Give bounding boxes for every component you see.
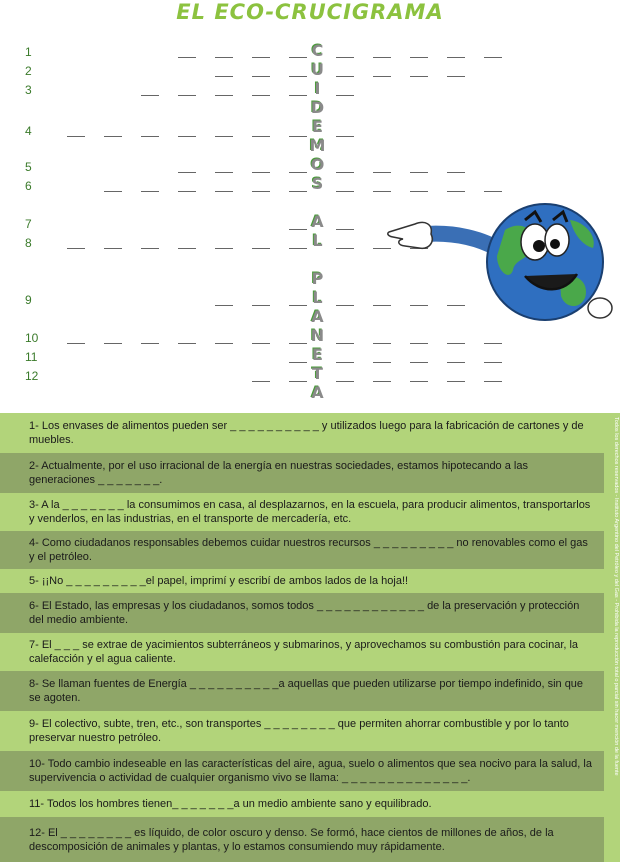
letter-blank[interactable] — [289, 381, 307, 382]
clue-item: 8- Se llaman fuentes de Energía _ _ _ _ _ _ _ _ _ _a aquellas que pueden utilizarse por tiempo indefinido, sin que se agoten. — [0, 671, 604, 711]
clue-list — [0, 413, 604, 862]
letter-blank[interactable] — [141, 95, 159, 96]
vertical-word-letter: A — [311, 212, 324, 231]
letter-blank[interactable] — [447, 381, 465, 382]
letter-blank[interactable] — [178, 172, 196, 173]
vertical-word-letter: T — [312, 364, 323, 383]
row-number: 9 — [25, 293, 32, 307]
clue-item: 5- ¡¡No _ _ _ _ _ _ _ _ _el papel, imprimí y escribí de ambos lados de la hoja!! — [0, 569, 604, 593]
letter-blank[interactable] — [373, 57, 391, 58]
letter-blank[interactable] — [289, 343, 307, 344]
row-number: 5 — [25, 160, 32, 174]
letter-blank[interactable] — [289, 362, 307, 363]
letter-blank[interactable] — [484, 343, 502, 344]
letter-blank[interactable] — [336, 57, 354, 58]
letter-blank[interactable] — [104, 248, 122, 249]
letter-blank[interactable] — [336, 381, 354, 382]
letter-blank[interactable] — [336, 229, 354, 230]
letter-blank[interactable] — [373, 76, 391, 77]
vertical-word-letter: L — [312, 288, 323, 307]
letter-blank[interactable] — [215, 136, 233, 137]
vertical-word-letter: C — [311, 41, 324, 60]
vertical-word-letter: P — [311, 269, 324, 288]
letter-blank[interactable] — [336, 172, 354, 173]
letter-blank[interactable] — [410, 381, 428, 382]
letter-blank[interactable] — [410, 172, 428, 173]
letter-blank[interactable] — [215, 95, 233, 96]
clue-item: 3- A la _ _ _ _ _ _ _ la consumimos en casa, al desplazarnos, en la escuela, para producir alimentos, transportarlos y venderlos, en las industrias, en el transporte de mercadería, etc. — [0, 493, 604, 531]
letter-blank[interactable] — [215, 343, 233, 344]
letter-blank[interactable] — [252, 381, 270, 382]
letter-blank[interactable] — [215, 305, 233, 306]
letter-blank[interactable] — [215, 57, 233, 58]
row-number: 7 — [25, 217, 32, 231]
letter-blank[interactable] — [336, 95, 354, 96]
letter-blank[interactable] — [447, 362, 465, 363]
vertical-word-letter: E — [312, 345, 323, 364]
copyright-sidebar — [604, 413, 620, 862]
letter-blank[interactable] — [484, 362, 502, 363]
letter-blank[interactable] — [336, 248, 354, 249]
letter-blank[interactable] — [141, 136, 159, 137]
row-number: 3 — [25, 83, 32, 97]
letter-blank[interactable] — [141, 191, 159, 192]
letter-blank[interactable] — [67, 136, 85, 137]
vertical-word-letter: I — [314, 79, 321, 98]
letter-blank[interactable] — [252, 172, 270, 173]
clue-item: 1- Los envases de alimentos pueden ser _ _ _ _ _ _ _ _ _ _ y utilizados luego para la fabricación de cartones y de muebles. — [0, 413, 604, 453]
letter-blank[interactable] — [252, 305, 270, 306]
letter-blank[interactable] — [252, 76, 270, 77]
letter-blank[interactable] — [252, 343, 270, 344]
vertical-word-letter: A — [311, 307, 324, 326]
letter-blank[interactable] — [104, 136, 122, 137]
letter-blank[interactable] — [178, 248, 196, 249]
letter-blank[interactable] — [289, 305, 307, 306]
row-number: 6 — [25, 179, 32, 193]
letter-blank[interactable] — [410, 362, 428, 363]
row-number: 12 — [25, 369, 39, 383]
globe-mascot-illustration — [385, 190, 615, 330]
clue-item: 11- Todos los hombres tienen_ _ _ _ _ _ _a un medio ambiente sano y equilibrado. — [0, 791, 604, 817]
letter-blank[interactable] — [178, 95, 196, 96]
row-number: 10 — [25, 331, 39, 345]
letter-blank[interactable] — [373, 172, 391, 173]
letter-blank[interactable] — [447, 57, 465, 58]
letter-blank[interactable] — [141, 343, 159, 344]
letter-blank[interactable] — [289, 248, 307, 249]
clue-item: 7- El _ _ _ se extrae de yacimientos subterráneos y submarinos, y aprovechamos su combustión para cocinar, la calefacción y el agua caliente. — [0, 633, 604, 671]
letter-blank[interactable] — [104, 191, 122, 192]
letter-blank[interactable] — [289, 191, 307, 192]
letter-blank[interactable] — [289, 95, 307, 96]
row-number: 2 — [25, 64, 32, 78]
letter-blank[interactable] — [215, 76, 233, 77]
vertical-word-letter: D — [310, 98, 325, 117]
clue-item: 12- El _ _ _ _ _ _ _ _ es líquido, de color oscuro y denso. Se formó, hace cientos de millones de años, de la descomposición de animales y plantas, y lo estamos consumiendo muy rápidamente. — [0, 817, 604, 862]
row-number: 4 — [25, 124, 32, 138]
letter-blank[interactable] — [252, 191, 270, 192]
letter-blank[interactable] — [252, 248, 270, 249]
vertical-word-letter: O — [310, 155, 325, 174]
letter-blank[interactable] — [336, 305, 354, 306]
page-title: EL ECO-CRUCIGRAMA — [176, 0, 444, 24]
letter-blank[interactable] — [410, 57, 428, 58]
letter-blank[interactable] — [289, 229, 307, 230]
vertical-word-letter: N — [310, 326, 325, 345]
letter-blank[interactable] — [104, 343, 122, 344]
letter-blank[interactable] — [447, 172, 465, 173]
letter-blank[interactable] — [215, 191, 233, 192]
letter-blank[interactable] — [141, 248, 159, 249]
letter-blank[interactable] — [289, 57, 307, 58]
letter-blank[interactable] — [484, 57, 502, 58]
letter-blank[interactable] — [215, 172, 233, 173]
letter-blank[interactable] — [336, 136, 354, 137]
letter-blank[interactable] — [178, 343, 196, 344]
clue-item: 6- El Estado, las empresas y los ciudadanos, somos todos _ _ _ _ _ _ _ _ _ _ _ _ de la preservación y protección del medio ambiente. — [0, 593, 604, 633]
letter-blank[interactable] — [178, 136, 196, 137]
letter-blank[interactable] — [484, 381, 502, 382]
vertical-word-letter: M — [309, 136, 326, 155]
letter-blank[interactable] — [252, 95, 270, 96]
letter-blank[interactable] — [336, 343, 354, 344]
letter-blank[interactable] — [289, 172, 307, 173]
row-number: 8 — [25, 236, 32, 250]
letter-blank[interactable] — [373, 362, 391, 363]
letter-blank[interactable] — [67, 343, 85, 344]
pointing-hand-icon — [388, 222, 432, 248]
copyright-note: Todos los derechos reservados - Instituto Argentino del Petróleo y del Gas - Prohibida la reproducción total o parcial sin hacer mención de la fuente — [613, 417, 619, 776]
row-number: 11 — [25, 350, 38, 364]
letter-blank[interactable] — [447, 343, 465, 344]
letter-blank[interactable] — [447, 76, 465, 77]
letter-blank[interactable] — [373, 343, 391, 344]
clue-item: 2- Actualmente, por el uso irracional de la energía en nuestras sociedades, estamos hipotecando a las generaciones _ _ _ _ _ _ _. — [0, 453, 604, 493]
letter-blank[interactable] — [336, 191, 354, 192]
letter-blank[interactable] — [215, 248, 233, 249]
vertical-word-letter: U — [311, 60, 324, 79]
vertical-word-letter: E — [312, 117, 323, 136]
letter-blank[interactable] — [373, 381, 391, 382]
letter-blank[interactable] — [289, 136, 307, 137]
letter-blank[interactable] — [336, 76, 354, 77]
clue-item: 4- Como ciudadanos responsables debemos cuidar nuestros recursos _ _ _ _ _ _ _ _ _ no renovables como el gas y el petróleo. — [0, 531, 604, 569]
row-number: 1 — [25, 45, 32, 59]
clue-item: 10- Todo cambio indeseable en las características del aire, agua, suelo o alimentos que sea nocivo para la salud, la supervivencia o actividad de cualquier organismo vivo se llama: _ _ _ _ _ _ _ _ _ _ _ _ _ _. — [0, 751, 604, 791]
letter-blank[interactable] — [410, 343, 428, 344]
vertical-word-letter: L — [312, 231, 323, 250]
clue-item: 9- El colectivo, subte, tren, etc., son transportes _ _ _ _ _ _ _ _ que permiten ahorrar combustible y por lo tanto preservar nuestro petróleo. — [0, 711, 604, 751]
letter-blank[interactable] — [67, 248, 85, 249]
letter-blank[interactable] — [178, 191, 196, 192]
letter-blank[interactable] — [410, 76, 428, 77]
letter-blank[interactable] — [336, 362, 354, 363]
vertical-word-letter: A — [311, 383, 324, 402]
letter-blank[interactable] — [252, 136, 270, 137]
letter-blank[interactable] — [289, 76, 307, 77]
letter-blank[interactable] — [178, 57, 196, 58]
vertical-word-letter: S — [311, 174, 324, 193]
letter-blank[interactable] — [252, 57, 270, 58]
